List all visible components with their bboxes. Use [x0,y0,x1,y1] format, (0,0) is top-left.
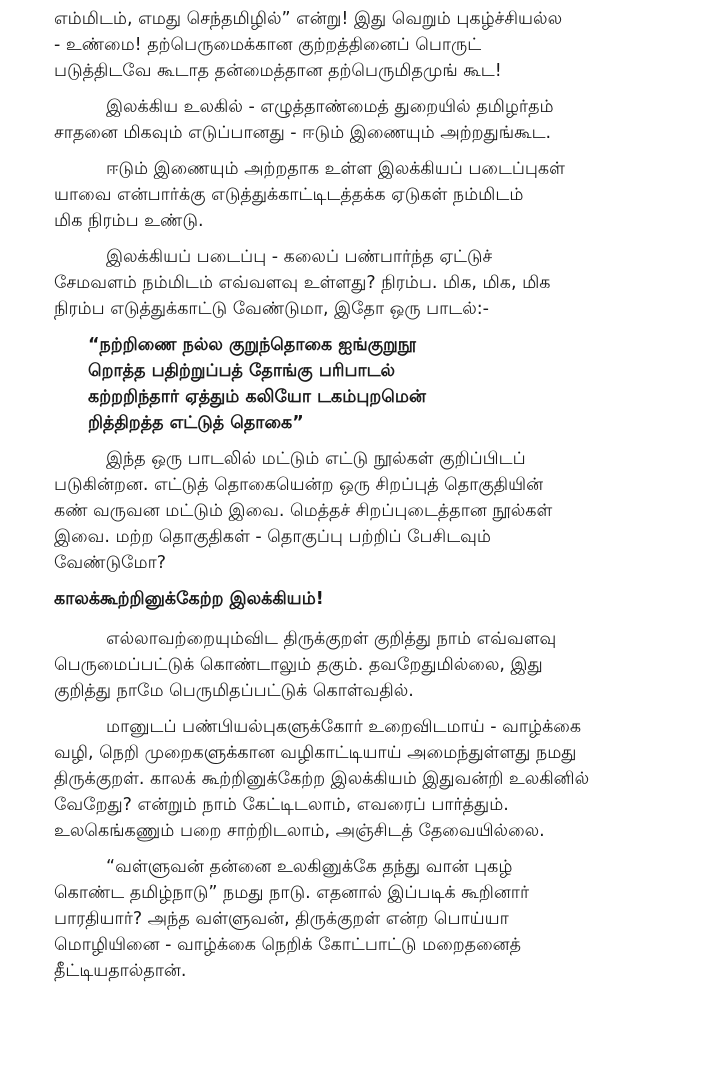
document-page [54,6,674,994]
paragraph-1 [54,6,674,84]
text-line: பெருமைப்பட்டுக் கொண்டாலும் தகும். தவறேதுமில்லை, இது [54,655,543,675]
text-line: சாதனை மிகவும் எடுப்பானது - ஈடும் இணையும் அற்றதுங்கூட. [54,123,552,143]
text-line: எம்மிடம், எமது செந்தமிழில்” என்று! இது வெறும் புகழ்ச்சியல்ல [54,9,563,29]
paragraph-7 [54,714,674,844]
section-heading: காலக்கூற்றினுக்கேற்ற இலக்கியம்! [54,589,324,609]
verse-quote [88,332,674,436]
text-line: கொண்ட தமிழ்நாடு” நமது நாடு. எதனால் இப்படிக் கூறினார் [54,883,530,903]
verse-line: றித்திறத்த எட்டுத் தொகை” [88,413,304,433]
paragraph-6 [54,626,674,704]
paragraph-5 [54,446,674,576]
paragraph-3 [54,156,674,234]
text-line: வேறேது? என்றும் நாம் கேட்டிடலாம், எவரைப் பார்த்தும். [54,795,509,815]
text-line: திருக்குறள். காலக் கூற்றினுக்கேற்ற இலக்கியம் இதுவன்றி உலகினில் [54,769,590,789]
text-line: இவை. மற்ற தொகுதிகள் - தொகுப்பு பற்றிப் பேசிடவும் [54,527,492,547]
text-line: இலக்கிய உலகில் - எழுத்தாண்மைத் துறையில் தமிழர்தம் [106,97,554,117]
text-line: குறித்து நாமே பெருமிதப்பட்டுக் கொள்வதில். [54,681,414,701]
text-line: வேண்டுமோ? [54,553,166,573]
verse-line: கற்றறிந்தார் ஏத்தும் கலியோ டகம்புறமென் [88,387,426,407]
text-line: ஈடும் இணையும் அற்றதாக உள்ள இலக்கியப் படைப்புகள் [106,159,565,179]
text-line: பாரதியார்? அந்த வள்ளுவன், திருக்குறள் என்ற பொய்யா [54,909,509,929]
text-line: படுத்திடவே கூடாத தன்மைத்தான தற்பெருமிதமுங் கூட! [54,61,502,81]
text-line: மொழியினை - வாழ்க்கை நெறிக் கோட்பாட்டு மறைதனைத் [54,935,521,955]
text-line: - உண்மை! தற்பெருமைக்கான குற்றத்தினைப் பொருட் [54,35,482,55]
text-line: எல்லாவற்றையும்விட திருக்குறள் குறித்து நாம் எவ்வளவு [106,629,557,649]
text-line: சேமவளம் நம்மிடம் எவ்வளவு உள்ளது? நிரம்ப. மிக, மிக, மிக [54,273,551,293]
verse-line: “நற்றிணை நல்ல குறுந்தொகை ஐங்குறுநூ [88,335,417,355]
text-line: “வள்ளுவன் தன்னை உலகினுக்கே தந்து வான் புகழ் [106,857,513,877]
verse-line: றொத்த பதிற்றுப்பத் தோங்கு பரிபாடல் [88,361,396,381]
paragraph-8 [54,854,674,984]
text-line: நிரம்ப எடுத்துக்காட்டு வேண்டுமா, இதோ ஒரு பாடல்:- [54,299,489,319]
text-line: இலக்கியப் படைப்பு - கலைப் பண்பார்ந்த ஏட்டுச் [106,247,493,267]
text-line: கண் வருவன மட்டும் இவை. மெத்தச் சிறப்புடைத்தான நூல்கள் [54,501,553,521]
text-line: வழி, நெறி முறைகளுக்கான வழிகாட்டியாய் அமைந்துள்ளது நமது [54,743,577,763]
text-line: தீட்டியதால்தான். [54,961,187,981]
text-line: படுகின்றன. எட்டுத் தொகையென்ற ஒரு சிறப்புத் தொகுதியின் [54,475,544,495]
paragraph-4 [54,244,674,322]
paragraph-2 [54,94,674,146]
text-line: உலகெங்கணும் பறை சாற்றிடலாம், அஞ்சிடத் தேவையில்லை. [54,821,545,841]
text-line: மிக நிரம்ப உண்டு. [54,211,204,231]
text-line: இந்த ஒரு பாடலில் மட்டும் எட்டு நூல்கள் குறிப்பிடப் [106,449,526,469]
text-line: யாவை என்பார்க்கு எடுத்துக்காட்டிடத்தக்க ஏடுகள் நம்மிடம் [54,185,524,205]
text-line: மானுடப் பண்பியல்புகளுக்கோர் உறைவிடமாய் - வாழ்க்கை [106,717,582,737]
